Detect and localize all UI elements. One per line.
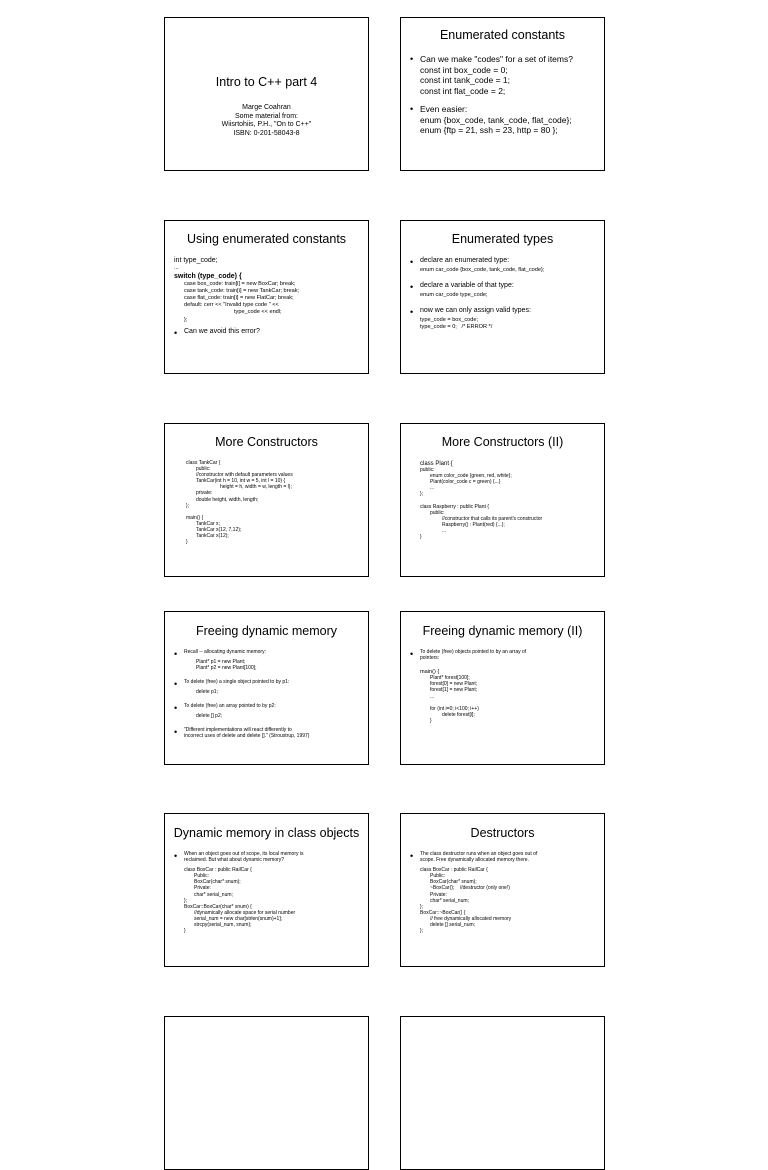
slide-freeing-dynamic-memory-ii (400, 611, 605, 765)
bullet: • To delete (free) a single object pointed to by p1: (174, 679, 290, 690)
code-line: delete p1; (196, 689, 218, 696)
slide-title: Destructors (470, 826, 535, 840)
isbn-line: ISBN: 0-201-58043-8 (233, 129, 300, 137)
code-line: case flat_code: train[i] = new FlatCar; break; (184, 295, 294, 302)
source-book: Wiisrtohiis, P.H., "On to C++" (221, 121, 312, 128)
slide-title: More Constructors (II) (441, 435, 564, 449)
code-block: enum {box_code, tank_code, flat_code}; enum {ftp = 21, ssh = 23, http = 80 }; (420, 114, 572, 135)
slide-title: Intro to C++ part 4 (215, 75, 318, 89)
slide-title: Freeing dynamic memory (195, 624, 337, 638)
code-block: main() { Plant* forest[100]; forest[0] = new Plant; forest[1] = new Plant; ... for (int i=0; i<100; i++) delete forest[i]; } (420, 669, 479, 724)
code-block: Plant* p1 = new Plant; Plant* p2 = new Plant[100]; (196, 659, 257, 672)
bullet: • Even easier: (410, 104, 468, 114)
slide-using-enumerated-constants (164, 220, 369, 374)
slide-intro (164, 17, 369, 171)
code-line: ... (174, 265, 179, 271)
code-line: type_code << endl; (234, 309, 282, 316)
bullet: • When an object goes out of scope, its local memory is reclaimed. But what about dynamic memory? (174, 851, 304, 864)
slide-title: Enumerated constants (439, 28, 566, 42)
slide-dynamic-memory-in-class-objects (164, 813, 369, 967)
slide-partial (164, 1016, 369, 1170)
bullet: • Can we make "codes" for a set of items? (410, 54, 573, 64)
slide-title: More Constructors (215, 435, 318, 449)
code-line: enum car_code type_code; (420, 292, 488, 299)
code-block: class BoxCar : public RailCar { Public: BoxCar(char* snum); ~BoxCar(); //destructor (only one!) Private: char* serial_num; }; BoxCar::~BoxCar() { // free dynamically allocated memory delete [] serial_num; }; (420, 867, 512, 935)
code-line: switch (type_code) { (174, 273, 242, 281)
slide-more-constructors-ii (400, 423, 605, 577)
bullet: • declare a variable of that type: (410, 282, 514, 293)
slide-enumerated-constants (400, 17, 605, 171)
code-line: }; (184, 316, 188, 323)
slide-title: Enumerated types (451, 232, 554, 246)
slide-freeing-dynamic-memory (164, 611, 369, 765)
code-block: const int box_code = 0; const int tank_code = 1; const int flat_code = 2; (420, 64, 511, 96)
slide-title: Dynamic memory in class objects (173, 826, 360, 840)
bullet: • now we can only assign valid types: (410, 307, 531, 318)
bullet: • Can we avoid this error? (174, 327, 260, 338)
author-name: Marge Coahran (242, 104, 291, 111)
slide-destructors (400, 813, 605, 967)
bullet: • To delete (free) objects pointed to by an array of pointers: (410, 649, 527, 662)
bullet: • The class destructor runs when an object goes out of scope. Free dynamically allocated memory there. (410, 851, 538, 864)
code-block: class Plant { public: enum color_code {green, red, white}; Plant(color_code c = green) {...} ... }; class Raspberry : public Plant { public: //constructor that calls its parent's constructor Raspberry() : Plant(red) {...}; ... } (420, 461, 543, 541)
code-line: case box_code: train[i] = new BoxCar; break; (184, 281, 296, 288)
slide-title: Using enumerated constants (186, 232, 347, 246)
source-line: Some material from: (234, 112, 299, 120)
bullet: • To delete (free) an array pointed to by p2: (174, 703, 276, 714)
slide-title: Freeing dynamic memory (II) (422, 624, 583, 638)
code-line: int type_code; (174, 257, 218, 264)
code-line: default: cerr << "Invalid type code " << (184, 302, 279, 309)
code-block: class TankCar { public: //constructor with default parameters values TankCar(int h = 10, int w = 5, int l = 10) { height = h, width = w, length = l}; private: double height, width, length; }; main() { TankCar x; TankCar x(12, 7,12); TankCar x(12); } (186, 460, 293, 546)
slide-enumerated-types (400, 220, 605, 374)
slide-partial (400, 1016, 605, 1170)
code-block: type_code = box_code; type_code = 0; /* ERROR */ (420, 317, 493, 331)
slide-more-constructors (164, 423, 369, 577)
code-line: enum car_code {box_code, tank_code, flat_code}; (420, 267, 545, 273)
bullet: • declare an enumerated type: (410, 257, 510, 267)
bullet: • Recall -- allocating dynamic memory: (174, 649, 266, 659)
code-line: case tank_code: train[i] = new TankCar; break; (184, 288, 300, 295)
code-block: class BoxCar : public RailCar { Public: BoxCar(char* snum); Private: char* serial_num; }; BoxCar::BoxCar(char* snum) { //dynamically allocate space for serial number serial_num = new char[strlen(snum)+1]; strcpy(serial_num, snum); } (184, 867, 296, 935)
bullet: • "Different implementations will react differently to incorrect uses of delete and delete []." (Stroustrup, 1997) (174, 727, 310, 740)
code-line: delete [] p2; (196, 713, 223, 720)
